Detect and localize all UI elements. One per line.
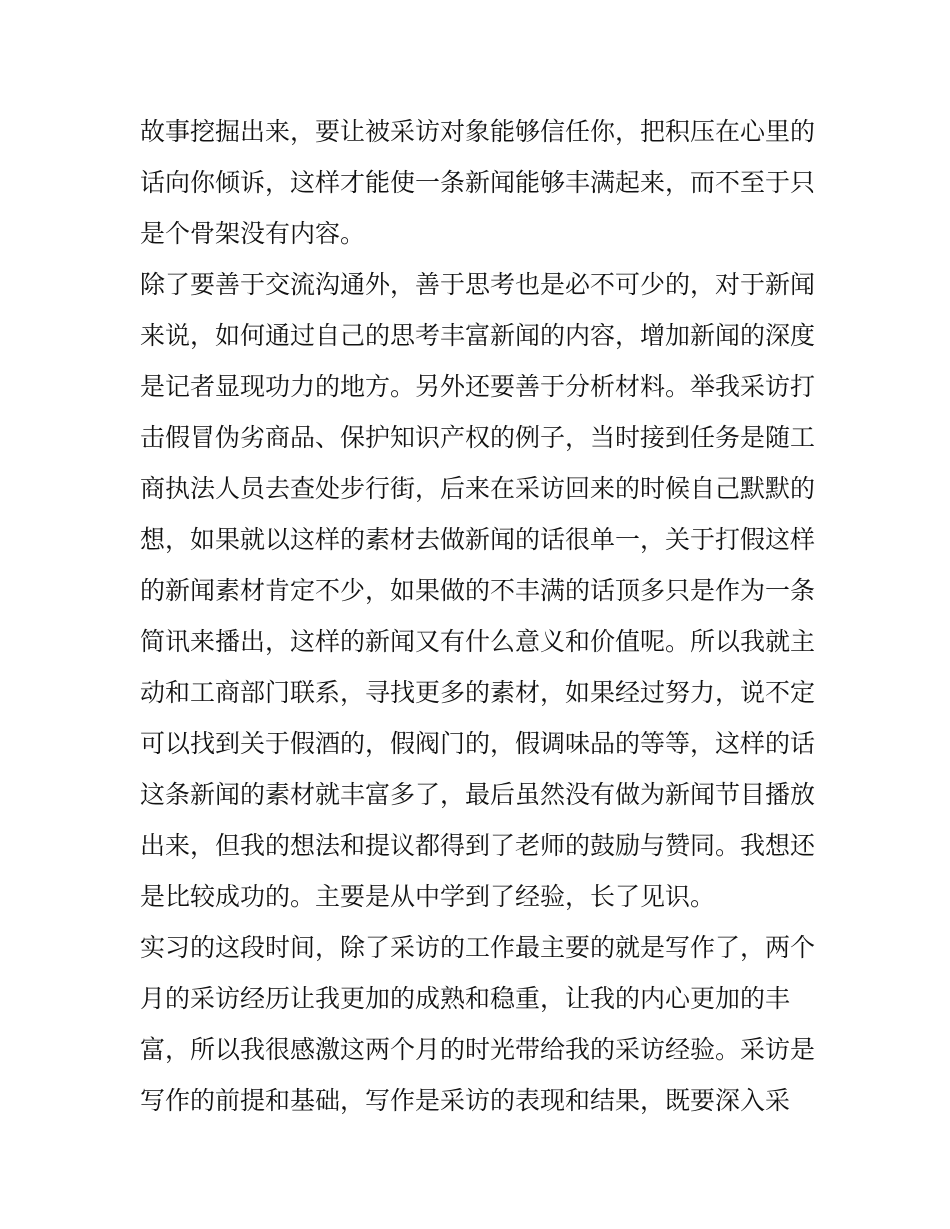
- text-line: 是个骨架没有内容。: [140, 219, 366, 248]
- text-line: 来说，如何通过自己的思考丰富新闻的内容，增加新闻的深度: [140, 321, 815, 350]
- text-line: 写作的前提和基础，写作是采访的表现和结果，既要深入采: [140, 1086, 791, 1115]
- text-line: 是记者显现功力的地方。另外还要善于分析材料。举我采访打: [140, 372, 815, 401]
- text-line: 简讯来播出，这样的新闻又有什么意义和价值呢。所以我就主: [140, 627, 815, 656]
- text-line: 出来，但我的想法和提议都得到了老师的鼓励与赞同。我想还: [140, 831, 815, 860]
- text-line: 是比较成功的。主要是从中学到了经验，长了见识。: [140, 882, 716, 911]
- text-line: 可以找到关于假酒的，假阀门的，假调味品的等等，这样的话: [140, 729, 815, 758]
- text-line: 故事挖掘出来，要让被采访对象能够信任你，把积压在心里的: [140, 117, 815, 146]
- text-line: 动和工商部门联系，寻找更多的素材，如果经过努力，说不定: [140, 678, 815, 707]
- text-line: 富，所以我很感激这两个月的时光带给我的采访经验。采访是: [140, 1035, 815, 1064]
- text-line: 击假冒伪劣商品、保护知识产权的例子，当时接到任务是随工: [140, 423, 815, 452]
- text-line: 实习的这段时间，除了采访的工作最主要的就是写作了，两个: [140, 933, 815, 962]
- text-line: 月的采访经历让我更加的成熟和稳重，让我的内心更加的丰: [140, 984, 791, 1013]
- text-line: 话向你倾诉，这样才能使一条新闻能够丰满起来，而不至于只: [140, 168, 815, 197]
- body-text: [140, 106, 815, 1126]
- text-line: 想，如果就以这样的素材去做新闻的话很单一，关于打假这样: [140, 525, 815, 554]
- text-line: 这条新闻的素材就丰富多了，最后虽然没有做为新闻节目播放: [140, 780, 815, 809]
- text-line: 的新闻素材肯定不少，如果做的不丰满的话顶多只是作为一条: [140, 576, 815, 605]
- text-line: 除了要善于交流沟通外，善于思考也是必不可少的，对于新闻: [140, 270, 815, 299]
- text-line: 商执法人员去查处步行街，后来在采访回来的时候自己默默的: [140, 474, 815, 503]
